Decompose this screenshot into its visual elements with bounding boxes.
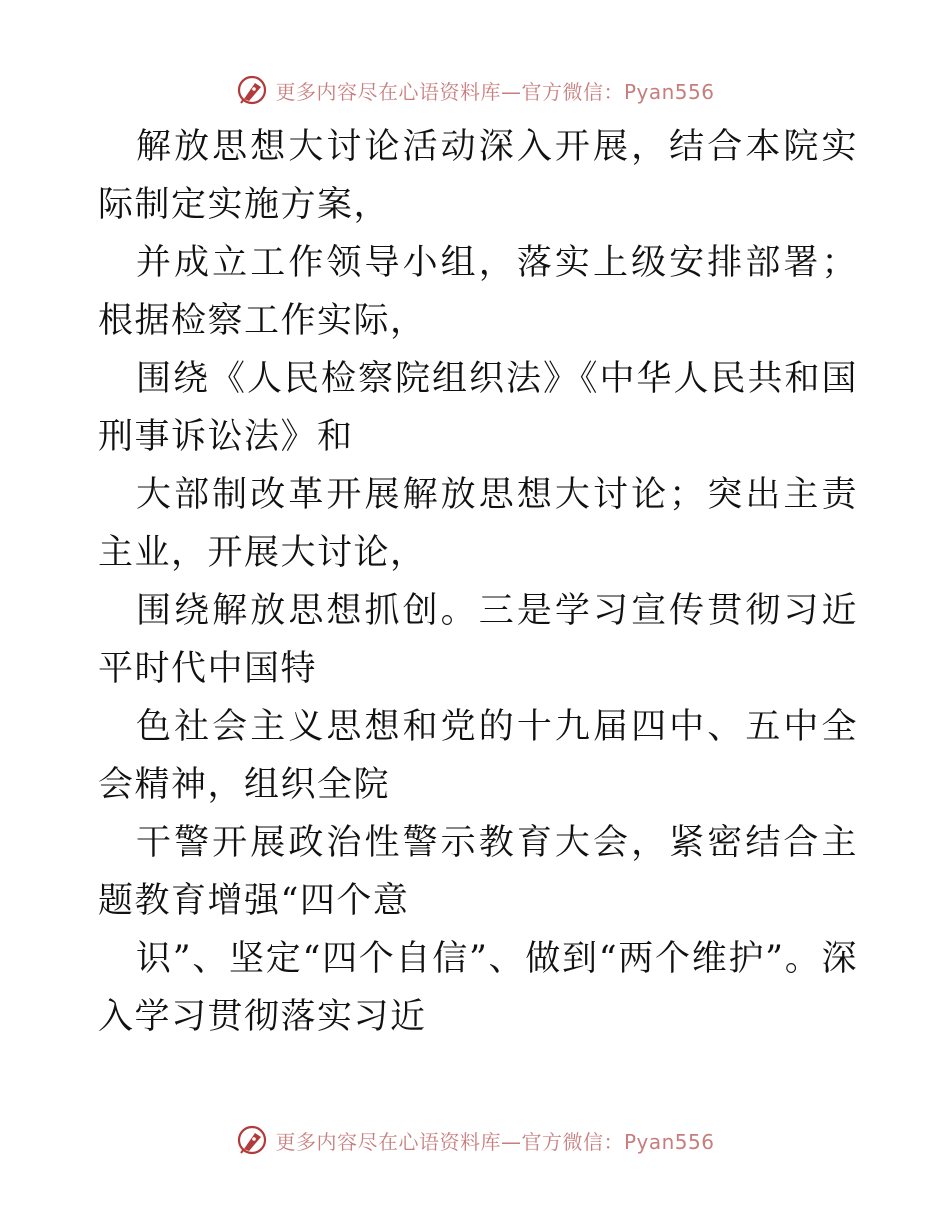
paragraph: 大部制改革开展解放思想大讨论；突出主责主业，开展大讨论， (98, 475, 858, 573)
paragraph: 色社会主义思想和党的十九届四中、五中全会精神，组织全院 (98, 707, 858, 805)
paragraph: 围绕《人民检察院组织法》《中华人民共和国刑事诉讼法》和 (98, 359, 858, 457)
paragraph: 干警开展政治性警示教育大会，紧密结合主题教育增强“四个意 (98, 823, 858, 921)
document-body (98, 118, 858, 1046)
paragraph: 解放思想大讨论活动深入开展，结合本院实际制定实施方案， (98, 127, 858, 225)
footer-banner-text: 更多内容尽在心语资料库—官方微信：Pyan556 (275, 1129, 715, 1154)
header-banner-text: 更多内容尽在心语资料库—官方微信：Pyan556 (275, 79, 715, 104)
pen-nib-logo-icon (235, 1123, 269, 1157)
pen-nib-logo-icon (235, 73, 269, 107)
footer-banner (0, 1120, 950, 1160)
paragraph: 识”、坚定“四个自信”、做到“两个维护”。深入学习贯彻落实习近 (98, 939, 858, 1037)
paragraph: 围绕解放思想抓创。三是学习宣传贯彻习近平时代中国特 (98, 591, 858, 689)
header-banner (0, 70, 950, 110)
paragraph: 并成立工作领导小组，落实上级安排部署；根据检察工作实际， (98, 243, 858, 341)
